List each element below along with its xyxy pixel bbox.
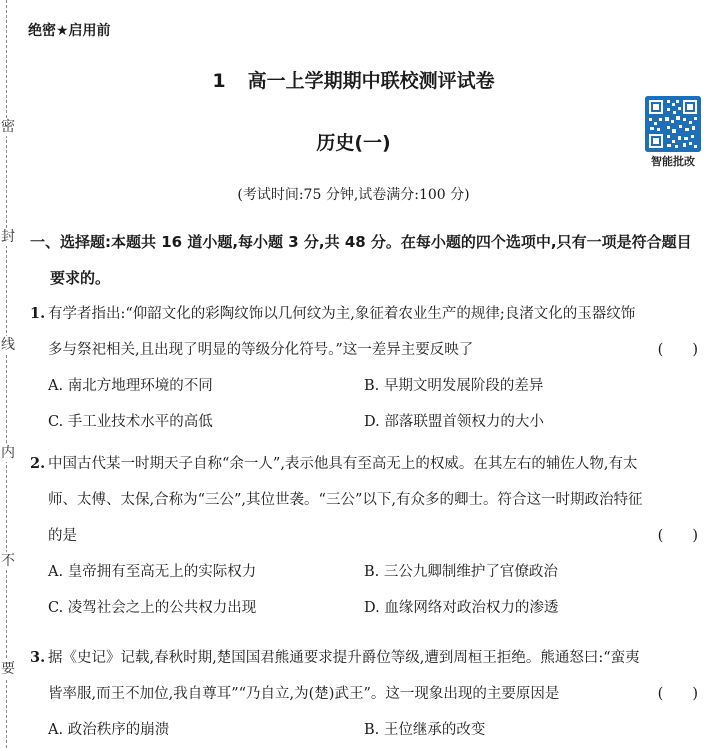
answer-bracket: ( ) [657, 686, 698, 702]
subject-title: 历史(一) [316, 132, 391, 154]
option-a: A. 南北方地理环境的不同 [48, 378, 213, 394]
option-b: B. 早期文明发展阶段的差异 [364, 378, 544, 394]
question-2 [30, 446, 702, 626]
section-heading-line: 一、选择题:本题共 16 道小题,每小题 3 分,共 48 分。在每小题的四个选项中,只有一项是符合题目 [30, 233, 692, 251]
question-line [30, 296, 702, 332]
margin-char: 线 [1, 337, 15, 353]
paper-title [0, 66, 707, 93]
option-d: D. 部落联盟首领权力的大小 [364, 414, 544, 430]
question-text: 多与祭祀相关,且出现了明显的等级分化符号。”这一差异主要反映了 [48, 342, 474, 358]
option-row [30, 590, 702, 626]
margin-char: 密 [1, 119, 15, 135]
question-number: 3. [30, 649, 46, 666]
option-row [30, 404, 702, 440]
qr-code-icon [645, 96, 701, 152]
option-c: C. 凌驾社会之上的公共权力出现 [48, 600, 257, 616]
question-number: 1. [30, 305, 46, 322]
option-d: D. 血缘网络对政治权力的渗透 [364, 600, 559, 616]
option-row [30, 712, 702, 748]
question-text: 中国古代某一时期天子自称“余一人”,表示他具有至高无上的权威。在其左右的辅佐人物,有太 [48, 456, 638, 472]
question-text: 师、太傅、太保,合称为“三公”,其位世袭。“三公”以下,有众多的卿士。符合这一时期政治特征 [48, 492, 643, 508]
question-line [30, 640, 702, 676]
option-b: B. 三公九卿制维护了官僚政治 [364, 564, 558, 580]
paper-number: 1 [212, 70, 226, 92]
option-c: C. 手工业技术水平的高低 [48, 414, 213, 430]
question-text: 有学者指出:“仰韶文化的彩陶纹饰以几何纹为主,象征着农业生产的规律;良渚文化的玉器纹饰 [48, 306, 636, 322]
question-line [30, 518, 702, 554]
question-line [30, 332, 702, 368]
question-line [30, 446, 702, 482]
section-heading-line: 要求的。 [50, 269, 111, 287]
margin-char: 内 [1, 445, 15, 461]
question-text: 据《史记》记载,春秋时期,楚国国君熊通要求提升爵位等级,遭到周桓王拒绝。熊通怒曰:“蛮夷 [48, 650, 640, 666]
section-heading [30, 224, 702, 296]
question-1 [30, 296, 702, 440]
question-line [30, 676, 702, 712]
margin-char: 不 [1, 553, 15, 569]
question-text: 皆率服,而王不加位,我自尊耳”“乃自立,为(楚)武王”。这一现象出现的主要原因是 [48, 686, 560, 702]
option-a: A. 皇帝拥有至高无上的实际权力 [48, 564, 257, 580]
qr-caption: 智能批改 [651, 155, 695, 168]
answer-bracket: ( ) [657, 528, 698, 544]
option-b: B. 王位继承的改变 [364, 722, 486, 738]
question-line [30, 482, 702, 518]
answer-bracket: ( ) [657, 342, 698, 358]
seal-dashed-line [6, 0, 7, 748]
paper-title-text: 高一上学期期中联校测评试卷 [247, 70, 495, 92]
option-a: A. 政治秩序的崩溃 [48, 722, 170, 738]
option-row [30, 554, 702, 590]
question-text: 的是 [48, 528, 77, 544]
qr-code[interactable] [645, 96, 701, 152]
option-row [30, 368, 702, 404]
question-3 [30, 640, 702, 748]
question-number: 2. [30, 455, 46, 472]
exam-info: (考试时间:75 分钟,试卷满分:100 分) [237, 187, 470, 203]
secret-label: 绝密★启用前 [28, 23, 111, 39]
margin-char: 要 [1, 661, 15, 677]
margin-char: 封 [1, 229, 15, 245]
